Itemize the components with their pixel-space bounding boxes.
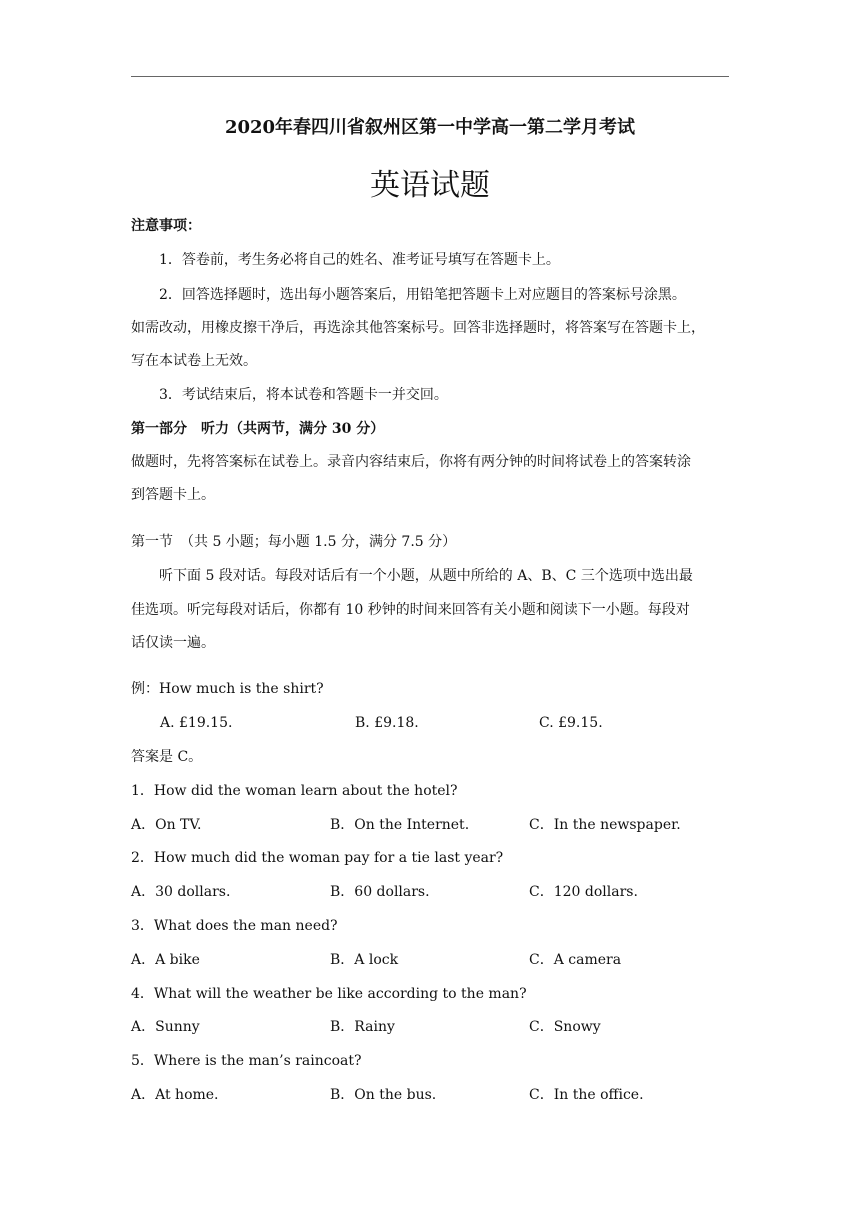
example-answer: 答案是 C。 [131,749,203,765]
example-option-a: A. £19.15. [160,715,233,731]
example-question: 例：How much is the shirt? [131,681,324,697]
question-3-option-a: A．A bike [131,952,200,968]
question-1-option-a: A．On TV. [131,817,202,833]
notice-heading: 注意事项： [131,218,201,234]
part1-intro-line-2: 到答题卡上。 [131,487,215,503]
question-1-option-b: B．On the Internet. [330,817,470,833]
question-4-option-a: A．Sunny [131,1019,200,1035]
subject-title: 英语试题 [370,168,490,203]
question-2-option-b: B．60 dollars. [330,884,430,900]
notice-item-2-line-3: 写在本试卷上无效。 [131,353,257,369]
question-2: 2．How much did the woman pay for a tie last year? [131,850,504,866]
exam-title: 2020年春四川省叙州区第一中学高一第二学月考试 [224,117,636,138]
question-3: 3．What does the man need? [131,918,338,934]
notice-item-2-line-1: 2．回答选择题时，选出每小题答案后，用铅笔把答题卡上对应题目的答案标号涂黑。 [159,287,686,303]
example-option-c: C. £9.15. [539,715,603,731]
question-1-option-c: C．In the newspaper. [529,817,681,833]
part1-heading: 第一部分 听力（共两节，满分 30 分） [131,421,385,437]
section1-instruction-line-3: 话仅读一遍。 [131,635,215,651]
question-3-option-b: B．A lock [330,952,399,968]
section1-instruction-line-2: 佳选项。听完每段对话后，你都有 10 秒钟的时间来回答有关小题和阅读下一小题。每段对 [131,602,690,618]
question-1: 1．How did the woman learn about the hotel? [131,783,458,799]
question-5-option-b: B．On the bus. [330,1087,437,1103]
notice-item-2-line-2: 如需改动，用橡皮擦干净后，再选涂其他答案标号。回答非选择题时，将答案写在答题卡上， [131,320,705,336]
question-4-option-b: B．Rainy [330,1019,395,1035]
header-rule [131,76,729,77]
question-2-option-a: A．30 dollars. [131,884,231,900]
question-4: 4．What will the weather be like according to the man? [131,986,527,1002]
section1-heading: 第一节 （共 5 小题；每小题 1.5 分，满分 7.5 分） [131,534,457,550]
question-5: 5．Where is the man’s raincoat? [131,1053,362,1069]
question-4-option-c: C．Snowy [529,1019,601,1035]
part1-intro-line-1: 做题时，先将答案标在试卷上。录音内容结束后，你将有两分钟的时间将试卷上的答案转涂 [131,454,691,470]
section1-instruction-line-1: 听下面 5 段对话。每段对话后有一个小题，从题中所给的 A、B、C 三个选项中选出最 [159,568,693,584]
question-5-option-a: A．At home. [131,1087,219,1103]
question-2-option-c: C．120 dollars. [529,884,638,900]
notice-item-1: 1．答卷前，考生务必将自己的姓名、准考证号填写在答题卡上。 [159,252,560,268]
question-3-option-c: C．A camera [529,952,622,968]
example-option-b: B. £9.18. [355,715,419,731]
notice-item-3: 3．考试结束后，将本试卷和答题卡一并交回。 [159,387,448,403]
question-5-option-c: C．In the office. [529,1087,644,1103]
